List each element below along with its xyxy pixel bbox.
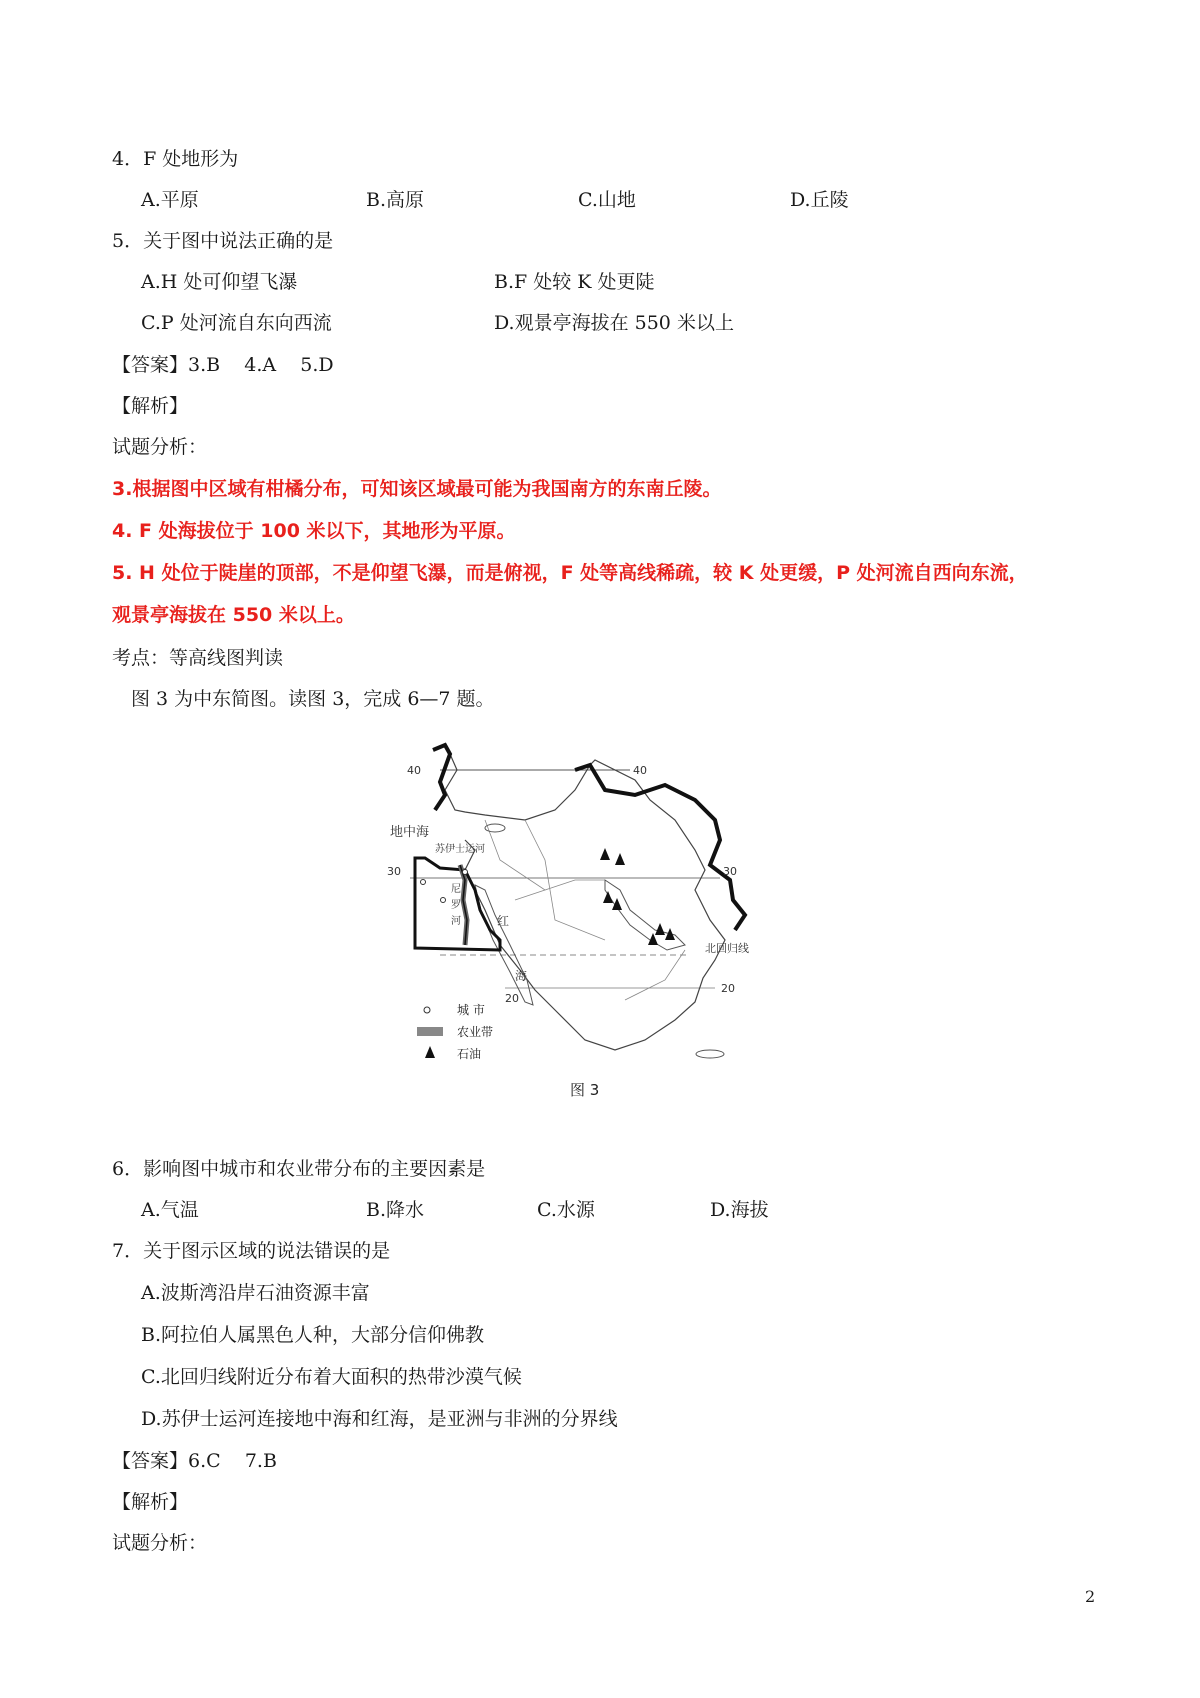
analysis-title-1: 【解析】	[112, 395, 189, 417]
answer-block-1: 【答案】3.B 4.A 5.D	[112, 354, 334, 376]
legend-agriculture-icon	[417, 1027, 443, 1036]
legend-city-label: 城 市	[457, 1003, 485, 1017]
oil-marker	[603, 891, 613, 903]
q4-option-b: B.高原	[366, 189, 425, 211]
q4-option-a: A.平原	[141, 189, 199, 211]
legend-city-icon	[424, 1007, 430, 1013]
q6-option-d: D.海拔	[710, 1199, 769, 1221]
q5-option-b: B.F 处较 K 处更陡	[494, 271, 655, 293]
city-marker	[463, 870, 468, 875]
analysis-line-4: 4. F 处海拔位于 100 米以下，其地形为平原。	[112, 520, 516, 542]
q7-option-a: A.波斯湾沿岸石油资源丰富	[141, 1282, 370, 1304]
figure-caption: 图 3	[570, 1081, 600, 1099]
label-red-1: 红	[497, 914, 510, 928]
question-7-stem: 7．关于图示区域的说法错误的是	[112, 1240, 391, 1262]
legend-agriculture-label: 农业带	[457, 1025, 494, 1039]
analysis-intro-2: 试题分析：	[112, 1532, 208, 1554]
q7-option-d: D.苏伊士运河连接地中海和红海，是亚洲与非洲的分界线	[141, 1408, 618, 1430]
lat-label-40-right: 40	[633, 764, 647, 777]
red-sea	[475, 885, 533, 1005]
lat-label-30-right: 30	[723, 865, 737, 878]
q6-option-a: A.气温	[141, 1199, 199, 1221]
land-outline	[445, 754, 725, 1050]
north-border	[433, 745, 450, 810]
lat-label-20-left: 20	[505, 992, 519, 1005]
city-marker	[421, 880, 426, 885]
q7-option-b: B.阿拉伯人属黑色人种，大部分信仰佛教	[141, 1324, 485, 1346]
question-4-stem: 4．F 处地形为	[112, 148, 239, 170]
east-border	[575, 765, 745, 930]
label-mediterranean: 地中海	[390, 825, 430, 840]
analysis-line-5: 5. H 处位于陡崖的顶部，不是仰望飞瀑，而是俯视，F 处等高线稀疏，较 K 处更缓，P 处河流自西向东流，	[112, 562, 1028, 584]
label-nile-3: 河	[451, 916, 461, 927]
legend-oil-label: 石油	[457, 1047, 482, 1061]
lat-label-30-left: 30	[387, 865, 401, 878]
city-marker	[441, 898, 446, 903]
question-6-stem: 6．影响图中城市和农业带分布的主要因素是	[112, 1158, 486, 1180]
analysis-line-5-cont: 观景亭海拔在 550 米以上。	[112, 604, 355, 626]
label-tropic: 北回归线	[705, 942, 749, 955]
kaodian: 考点：等高线图判读	[112, 647, 284, 669]
legend-oil-icon	[425, 1046, 435, 1058]
q5-option-d: D.观景亭海拔在 550 米以上	[494, 312, 734, 334]
analysis-line-3: 3.根据图中区域有柑橘分布，可知该区域最可能为我国南方的东南丘陵。	[112, 478, 722, 500]
q4-option-c: C.山地	[578, 189, 636, 211]
q4-option-d: D.丘陵	[790, 189, 849, 211]
label-nile-2: 罗	[451, 900, 461, 911]
analysis-intro-1: 试题分析：	[112, 436, 208, 458]
question-5-stem: 5．关于图中说法正确的是	[112, 230, 334, 252]
page-number: 2	[1085, 1587, 1096, 1606]
lat-label-40-left: 40	[407, 764, 421, 777]
label-red-2: 海	[515, 969, 528, 983]
lat-label-20-right: 20	[721, 982, 735, 995]
q7-option-c: C.北回归线附近分布着大面积的热带沙漠气候	[141, 1366, 522, 1388]
label-nile-1: 尼	[451, 884, 461, 895]
oil-marker	[612, 898, 622, 910]
q6-option-b: B.降水	[366, 1199, 425, 1221]
socotra-island	[696, 1050, 724, 1058]
q6-option-c: C.水源	[537, 1199, 595, 1221]
oil-marker	[665, 928, 675, 940]
analysis-title-2: 【解析】	[112, 1491, 189, 1513]
middle-east-map	[387, 740, 850, 1120]
oil-marker	[615, 853, 625, 865]
q5-option-c: C.P 处河流自东向西流	[141, 312, 332, 334]
label-suez-canal: 苏伊士运河	[435, 844, 485, 855]
oil-marker	[600, 848, 610, 860]
answer-block-2: 【答案】6.C 7.B	[112, 1450, 277, 1472]
q5-option-a: A.H 处可仰望飞瀑	[141, 271, 298, 293]
oil-marker	[655, 923, 665, 935]
figure-3-intro: 图 3 为中东简图。读图 3，完成 6—7 题。	[131, 688, 495, 710]
